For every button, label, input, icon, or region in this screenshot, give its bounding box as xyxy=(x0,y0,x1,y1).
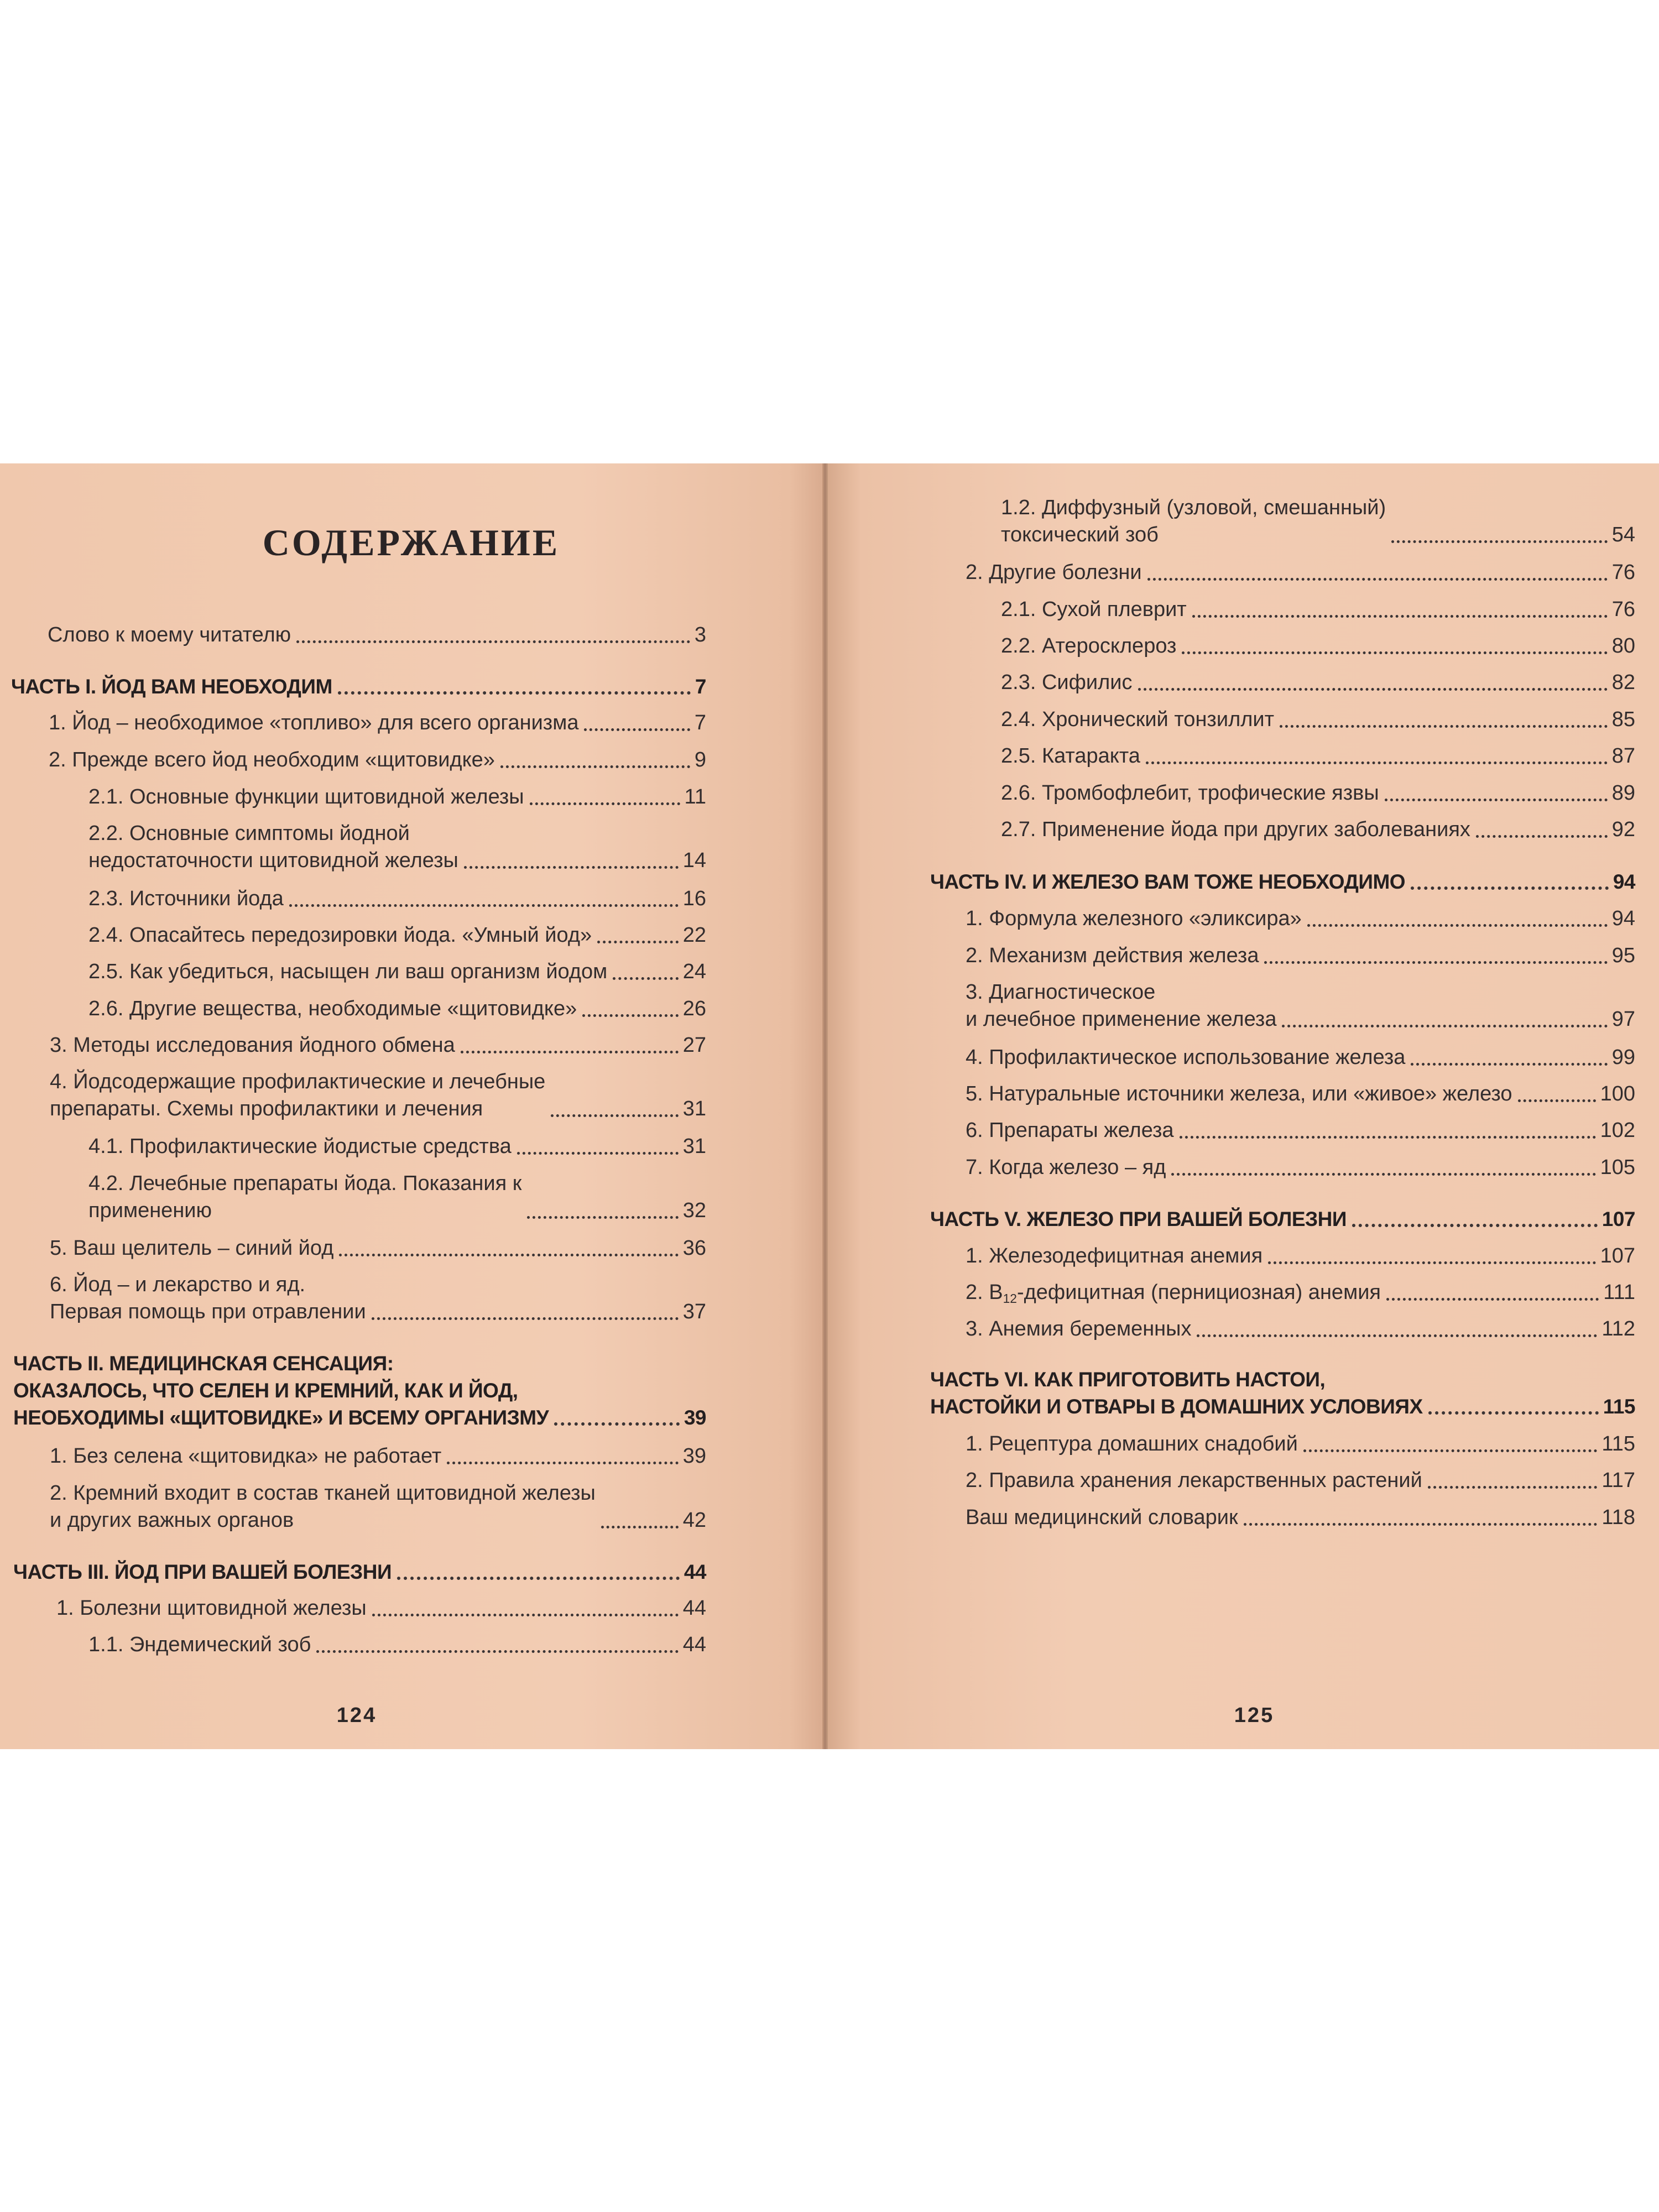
entry-label: ЧАСТЬ III. ЙОД ПРИ ВАШЕЙ БОЛЕЗНИ xyxy=(13,1561,392,1583)
toc-entry[interactable] xyxy=(50,1271,706,1326)
entry-label: 4. Профилактическое использование железа xyxy=(966,1046,1406,1069)
subscript-12: 12 xyxy=(1003,1291,1017,1306)
entry-label-suffix: -дефицитная (пернициозная) анемия xyxy=(1016,1281,1381,1304)
entry-label: 1. Болезни щитовидной железы xyxy=(56,1597,367,1620)
toc-entry[interactable] xyxy=(966,559,1635,586)
dot-leader xyxy=(1282,1018,1607,1027)
toc-entry[interactable] xyxy=(966,1279,1635,1306)
dot-leader xyxy=(527,1209,678,1219)
toc-entry[interactable] xyxy=(50,1443,706,1470)
entry-page-number: 76 xyxy=(1611,598,1635,621)
entry-label: 2.2. Основные симптомы йодной недостаточности щитовидной железы xyxy=(88,822,458,872)
entry-page-number: 3 xyxy=(694,623,706,646)
toc-entry[interactable] xyxy=(966,979,1635,1033)
dot-leader xyxy=(1352,1217,1598,1227)
dot-leader xyxy=(1146,755,1608,764)
left-page xyxy=(0,463,822,1749)
toc-entry[interactable] xyxy=(1001,633,1635,660)
entry-label: 2.1. Основные функции щитовидной железы xyxy=(88,785,524,808)
entry-label: 1. Без селена «щитовидка» не работает xyxy=(50,1444,442,1468)
dot-leader xyxy=(1411,1056,1607,1066)
entry-page-number: 16 xyxy=(682,887,706,910)
dot-leader xyxy=(584,722,690,731)
dot-leader xyxy=(1171,1166,1595,1176)
toc-entry[interactable] xyxy=(49,747,706,774)
entry-label: ЧАСТЬ V. ЖЕЛЕЗО ПРИ ВАШЕЙ БОЛЕЗНИ xyxy=(930,1208,1347,1230)
toc-entry[interactable] xyxy=(1001,706,1635,733)
dot-leader xyxy=(517,1145,679,1155)
toc-entry[interactable] xyxy=(56,1595,706,1622)
dot-leader xyxy=(530,796,680,805)
dot-leader xyxy=(613,971,678,980)
entry-page-number: 100 xyxy=(1600,1082,1635,1105)
dot-leader xyxy=(338,685,691,695)
entry-page-number: 97 xyxy=(1611,1008,1635,1031)
entry-label: Ваш медицинский словарик xyxy=(966,1506,1238,1529)
entry-page-number: 39 xyxy=(682,1444,706,1468)
entry-label: 7. Когда железо – яд xyxy=(966,1156,1166,1179)
dot-leader xyxy=(1476,828,1608,838)
entry-page-number: 117 xyxy=(1601,1469,1635,1492)
dot-leader xyxy=(1391,534,1608,543)
entry-page-number: 31 xyxy=(682,1135,706,1158)
entry-page-number: 95 xyxy=(1611,944,1635,967)
entry-label: 3. Методы исследования йодного обмена xyxy=(50,1034,455,1057)
toc-entry[interactable] xyxy=(966,1117,1635,1144)
toc-entry[interactable] xyxy=(1001,669,1635,696)
dot-leader xyxy=(464,859,679,869)
entry-label: 5. Натуральные источники железа, или «живое» железо xyxy=(966,1082,1512,1105)
dot-leader xyxy=(1138,681,1608,691)
entry-page-number: 82 xyxy=(1611,671,1635,694)
entry-page-number: 105 xyxy=(1600,1156,1635,1179)
dot-leader xyxy=(601,1519,679,1528)
entry-label: 2.4. Опасайтесь передозировки йода. «Умный йод» xyxy=(88,924,592,947)
dot-leader xyxy=(582,1008,678,1017)
entry-page-number: 37 xyxy=(682,1300,706,1323)
toc-entry[interactable] xyxy=(966,1504,1635,1531)
toc-entry[interactable] xyxy=(88,1133,706,1160)
entry-label: 2.5. Как убедиться, насыщен ли ваш организм йодом xyxy=(88,960,608,983)
toc-entry[interactable] xyxy=(966,1243,1635,1270)
entry-page-number: 118 xyxy=(1601,1506,1635,1529)
toc-entry[interactable] xyxy=(50,1068,706,1123)
dot-leader xyxy=(1268,1255,1595,1264)
entry-label: 2.3. Сифилис xyxy=(1001,671,1133,694)
dot-leader xyxy=(289,898,679,907)
toc-entry[interactable] xyxy=(966,1316,1635,1343)
entry-label: ЧАСТЬ II. МЕДИЦИНСКАЯ СЕНСАЦИЯ: ОКАЗАЛОСЬ, ЧТО СЕЛЕН И КРЕМНИЙ, КАК И ЙОД, НЕОБХОДИМЫ «ЩИТОВИДКЕ» И ВСЕМУ ОРГАНИЗМУ xyxy=(13,1352,549,1429)
dot-leader xyxy=(1385,792,1608,801)
entry-label: 2. Механизм действия железа xyxy=(966,944,1259,967)
toc-part-heading[interactable] xyxy=(930,1206,1635,1233)
dot-leader xyxy=(1192,608,1608,618)
entry-page-number: 14 xyxy=(682,849,706,872)
entry-page-number: 89 xyxy=(1611,781,1635,805)
dot-leader xyxy=(372,1311,679,1320)
entry-page-number: 31 xyxy=(682,1097,706,1120)
entry-label: 2.3. Источники йода xyxy=(88,887,284,910)
page-number: 124 xyxy=(336,1704,377,1727)
entry-page-number: 112 xyxy=(1601,1317,1635,1340)
toc-entry[interactable] xyxy=(966,905,1635,932)
entry-label: 2. Другие болезни xyxy=(966,561,1142,584)
dot-leader xyxy=(551,1108,678,1117)
entry-page-number: 9 xyxy=(694,748,706,771)
toc-entry[interactable] xyxy=(1001,596,1635,623)
dot-leader xyxy=(1197,1328,1597,1337)
dot-leader xyxy=(1264,954,1607,964)
dot-leader xyxy=(1428,1405,1599,1415)
dot-leader xyxy=(1147,571,1608,581)
dot-leader xyxy=(1518,1093,1596,1102)
entry-page-number: 107 xyxy=(1600,1244,1635,1267)
dot-leader xyxy=(296,634,690,643)
dot-leader xyxy=(316,1644,678,1653)
entry-label: 2.2. Атеросклероз xyxy=(1001,634,1177,658)
entry-page-number: 85 xyxy=(1611,708,1635,731)
dot-leader xyxy=(1182,645,1607,654)
toc-part-heading[interactable] xyxy=(930,1366,1635,1420)
entry-page-number: 44 xyxy=(684,1561,706,1583)
dot-leader xyxy=(500,759,690,768)
entry-label: 2.7. Применение йода при других заболеваниях xyxy=(1001,818,1470,841)
toc-entry[interactable] xyxy=(966,1467,1635,1494)
entry-label: 4.2. Лечебные препараты йода. Показания к применению xyxy=(88,1172,522,1222)
entry-page-number: 54 xyxy=(1611,523,1635,546)
entry-label: ЧАСТЬ VI. КАК ПРИГОТОВИТЬ НАСТОИ, НАСТОЙКИ И ОТВАРЫ В ДОМАШНИХ УСЛОВИЯХ xyxy=(930,1368,1423,1418)
dot-leader xyxy=(597,934,679,943)
entry-page-number: 87 xyxy=(1611,744,1635,768)
toc-part-heading[interactable] xyxy=(930,868,1635,895)
toc-entry[interactable] xyxy=(88,958,706,985)
dot-leader xyxy=(554,1416,680,1426)
toc-entry[interactable] xyxy=(88,922,706,949)
toc-entry[interactable] xyxy=(50,1480,706,1534)
entry-page-number: 94 xyxy=(1613,870,1635,893)
toc-entry[interactable] xyxy=(88,1170,706,1224)
entry-page-number: 7 xyxy=(695,675,706,698)
entry-label-prefix: 2. B xyxy=(966,1281,1003,1304)
toc-entry[interactable] xyxy=(1001,780,1635,807)
dot-leader xyxy=(1307,917,1608,927)
entry-label: 2.5. Катаракта xyxy=(1001,744,1140,768)
book-spread xyxy=(0,463,1659,1749)
toc-entry[interactable] xyxy=(48,622,706,649)
entry-label: 2.1. Сухой плеврит xyxy=(1001,598,1187,621)
toc-part-heading[interactable] xyxy=(11,673,706,700)
entry-page-number: 107 xyxy=(1601,1208,1635,1230)
entry-page-number: 44 xyxy=(682,1597,706,1620)
page-title: СОДЕРЖАНИЕ xyxy=(262,521,560,564)
toc-entry[interactable] xyxy=(966,1154,1635,1181)
dot-leader xyxy=(447,1455,678,1464)
right-page xyxy=(828,463,1659,1749)
entry-label: 3. Диагностическое и лечебное применение железа xyxy=(966,980,1277,1031)
toc-entry[interactable] xyxy=(50,1032,706,1059)
entry-page-number: 92 xyxy=(1611,818,1635,841)
entry-label: 2. Правила хранения лекарственных растений xyxy=(966,1469,1422,1492)
entry-label: 2. Кремний входит в состав тканей щитовидной железы и других важных органов xyxy=(50,1481,596,1532)
dot-leader xyxy=(1244,1516,1598,1526)
toc-entry[interactable] xyxy=(966,942,1635,969)
entry-page-number: 22 xyxy=(682,924,706,947)
entry-page-number: 32 xyxy=(682,1199,706,1222)
entry-page-number: 94 xyxy=(1611,907,1635,930)
dot-leader xyxy=(1386,1291,1599,1301)
entry-label: 6. Препараты железа xyxy=(966,1119,1174,1142)
entry-label: 2.6. Другие вещества, необходимые «щитовидке» xyxy=(88,997,577,1020)
toc-entry[interactable] xyxy=(1001,494,1635,549)
dot-leader xyxy=(1428,1479,1598,1489)
entry-page-number: 44 xyxy=(682,1633,706,1656)
toc-entry[interactable] xyxy=(966,1431,1635,1458)
dot-leader xyxy=(1280,718,1608,728)
dot-leader xyxy=(1180,1129,1596,1139)
dot-leader xyxy=(461,1044,679,1053)
toc-entry[interactable] xyxy=(966,1081,1635,1108)
toc-entry[interactable] xyxy=(49,709,706,737)
dot-leader xyxy=(339,1247,678,1256)
dot-leader xyxy=(397,1570,680,1580)
dot-leader xyxy=(1411,880,1609,890)
entry-label: 2.4. Хронический тонзиллит xyxy=(1001,708,1275,731)
entry-label: ЧАСТЬ IV. И ЖЕЛЕЗО ВАМ ТОЖЕ НЕОБХОДИМО xyxy=(930,870,1406,893)
toc-entry[interactable] xyxy=(1001,816,1635,843)
entry-page-number: 99 xyxy=(1611,1046,1635,1069)
entry-label: 6. Йод – и лекарство и яд. Первая помощь при отравлении xyxy=(50,1273,366,1323)
entry-label: 1. Рецептура домашних снадобий xyxy=(966,1432,1298,1455)
entry-page-number: 36 xyxy=(682,1237,706,1260)
entry-label xyxy=(966,1279,1381,1306)
toc-entry[interactable] xyxy=(50,1235,706,1262)
entry-page-number: 115 xyxy=(1601,1432,1635,1455)
entry-label: 4. Йодсодержащие профилактические и лечебные препараты. Схемы профилактики и лечения xyxy=(50,1070,546,1120)
entry-page-number: 115 xyxy=(1603,1395,1635,1418)
toc-entry[interactable] xyxy=(88,1631,706,1658)
page-number: 125 xyxy=(1234,1704,1275,1727)
toc-part-heading[interactable] xyxy=(13,1558,706,1585)
dot-leader xyxy=(372,1607,679,1616)
dot-leader xyxy=(1303,1443,1598,1452)
entry-label: 2. Прежде всего йод необходим «щитовидке» xyxy=(49,748,495,771)
entry-page-number: 26 xyxy=(682,997,706,1020)
entry-page-number: 42 xyxy=(682,1509,706,1532)
toc-entry[interactable] xyxy=(88,995,706,1022)
toc-part-heading[interactable] xyxy=(13,1350,706,1431)
entry-page-number: 39 xyxy=(684,1406,706,1429)
entry-label: 3. Анемия беременных xyxy=(966,1317,1192,1340)
entry-label: 1. Йод – необходимое «топливо» для всего организма xyxy=(49,711,579,734)
entry-label: 1. Железодефицитная анемия xyxy=(966,1244,1263,1267)
entry-label: Слово к моему читателю xyxy=(48,623,291,646)
entry-page-number: 7 xyxy=(694,711,706,734)
toc-entry[interactable] xyxy=(88,784,706,811)
entry-page-number: 76 xyxy=(1611,561,1635,584)
entry-label: 1.2. Диффузный (узловой, смешанный) токсический зоб xyxy=(1001,496,1386,546)
entry-label: 4.1. Профилактические йодистые средства xyxy=(88,1135,512,1158)
entry-label: 1.1. Эндемический зоб xyxy=(88,1633,311,1656)
toc-entry[interactable] xyxy=(88,885,706,912)
entry-label: 5. Ваш целитель – синий йод xyxy=(50,1237,334,1260)
entry-label: 1. Формула железного «эликсира» xyxy=(966,907,1302,930)
toc-entry[interactable] xyxy=(88,820,706,874)
book-gutter xyxy=(822,463,828,1749)
entry-page-number: 27 xyxy=(682,1034,706,1057)
entry-page-number: 80 xyxy=(1611,634,1635,658)
entry-label: 2.6. Тромбофлебит, трофические язвы xyxy=(1001,781,1379,805)
toc-entry[interactable] xyxy=(966,1044,1635,1071)
entry-label: ЧАСТЬ I. ЙОД ВАМ НЕОБХОДИМ xyxy=(11,675,332,698)
entry-page-number: 102 xyxy=(1600,1119,1635,1142)
entry-page-number: 11 xyxy=(684,785,706,808)
entry-page-number: 24 xyxy=(682,960,706,983)
toc-entry[interactable] xyxy=(1001,743,1635,770)
entry-page-number: 111 xyxy=(1603,1281,1635,1304)
